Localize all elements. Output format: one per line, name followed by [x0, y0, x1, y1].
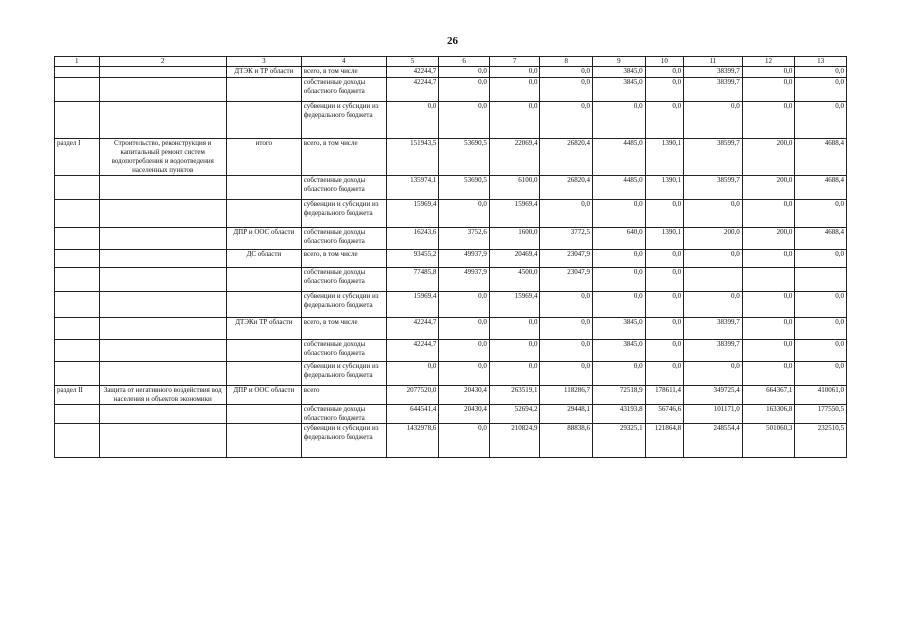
- value-cell: 38399,7: [684, 340, 743, 362]
- value-cell: 26820,4: [540, 139, 593, 176]
- value-cell: 200,0: [742, 176, 795, 200]
- value-cell: 4688,4: [795, 139, 847, 176]
- table-row: [55, 67, 847, 78]
- value-cell: 0,0: [386, 362, 439, 386]
- value-cell: 0,0: [795, 362, 847, 386]
- value-cell: 0,0: [593, 268, 646, 292]
- value-cell: 0,0: [742, 78, 795, 102]
- value-cell: 200,0: [742, 228, 795, 250]
- value-cell: 0,0: [742, 200, 795, 228]
- value-cell: 49937,9: [439, 250, 490, 268]
- value-cell: 4485,0: [593, 176, 646, 200]
- value-cell: 53690,5: [439, 176, 490, 200]
- executor-cell: [226, 268, 301, 292]
- value-cell: 0,0: [795, 340, 847, 362]
- value-cell: 15969,4: [386, 200, 439, 228]
- value-cell: 0,0: [795, 200, 847, 228]
- funding-source-cell: всего: [301, 386, 386, 405]
- value-cell: 3845,0: [593, 318, 646, 340]
- value-cell: 0,0: [742, 292, 795, 318]
- value-cell: 0,0: [593, 102, 646, 139]
- value-cell: 38599,7: [684, 139, 743, 176]
- section-title-cell: [99, 250, 226, 268]
- value-cell: 200,0: [684, 228, 743, 250]
- value-cell: 0,0: [645, 318, 683, 340]
- value-cell: 210824,9: [489, 424, 540, 458]
- value-cell: 118286,7: [540, 386, 593, 405]
- value-cell: 38399,7: [684, 67, 743, 78]
- section-cell: [55, 228, 100, 250]
- column-header: 7: [489, 57, 540, 67]
- value-cell: 232510,5: [795, 424, 847, 458]
- value-cell: 3752,6: [439, 228, 490, 250]
- value-cell: 0,0: [742, 318, 795, 340]
- value-cell: 77485,8: [386, 268, 439, 292]
- executor-cell: итого: [226, 139, 301, 176]
- value-cell: 0,0: [684, 200, 743, 228]
- value-cell: 6100,0: [489, 176, 540, 200]
- section-cell: [55, 340, 100, 362]
- funding-source-cell: собственные доходы областного бюджета: [301, 268, 386, 292]
- section-title-cell: [99, 424, 226, 458]
- value-cell: 0,0: [439, 292, 490, 318]
- value-cell: 0,0: [684, 102, 743, 139]
- section-cell: [55, 362, 100, 386]
- value-cell: 0,0: [439, 318, 490, 340]
- value-cell: 101171,0: [684, 405, 743, 424]
- value-cell: 3772,5: [540, 228, 593, 250]
- table-row: [55, 405, 847, 424]
- value-cell: 0,0: [795, 318, 847, 340]
- table-row: [55, 386, 847, 405]
- value-cell: 0,0: [645, 102, 683, 139]
- budget-table: [54, 56, 847, 458]
- value-cell: [742, 268, 795, 292]
- column-header: 11: [684, 57, 743, 67]
- value-cell: 29448,1: [540, 405, 593, 424]
- executor-cell: [226, 362, 301, 386]
- value-cell: 0,0: [645, 200, 683, 228]
- value-cell: 177550,5: [795, 405, 847, 424]
- value-cell: 4688,4: [795, 176, 847, 200]
- column-header: 10: [645, 57, 683, 67]
- funding-source-cell: собственные доходы областного бюджета: [301, 78, 386, 102]
- column-header: 3: [226, 57, 301, 67]
- section-cell: [55, 250, 100, 268]
- value-cell: 15969,4: [386, 292, 439, 318]
- value-cell: 151943,5: [386, 139, 439, 176]
- funding-source-cell: собственные доходы областного бюджета: [301, 405, 386, 424]
- value-cell: 0,0: [593, 292, 646, 318]
- value-cell: 42244,7: [386, 318, 439, 340]
- section-title-cell: [99, 268, 226, 292]
- funding-source-cell: субвенции и субсидии из федерального бюджета: [301, 200, 386, 228]
- column-header: 8: [540, 57, 593, 67]
- executor-cell: [226, 292, 301, 318]
- section-title-cell: Защита от негативного воздействия вод населения и объектов экономики: [99, 386, 226, 405]
- value-cell: 22069,4: [489, 139, 540, 176]
- value-cell: 640,0: [593, 228, 646, 250]
- table-row: [55, 292, 847, 318]
- table-row: [55, 362, 847, 386]
- value-cell: 3845,0: [593, 340, 646, 362]
- value-cell: 664367,1: [742, 386, 795, 405]
- section-title-cell: [99, 318, 226, 340]
- value-cell: 29325,1: [593, 424, 646, 458]
- value-cell: 349725,4: [684, 386, 743, 405]
- value-cell: 501060,3: [742, 424, 795, 458]
- value-cell: 263519,1: [489, 386, 540, 405]
- section-cell: [55, 268, 100, 292]
- value-cell: 0,0: [645, 78, 683, 102]
- table-body: [55, 67, 847, 458]
- value-cell: 121864,8: [645, 424, 683, 458]
- funding-source-cell: собственные доходы областного бюджета: [301, 228, 386, 250]
- funding-source-cell: всего, в том числе: [301, 250, 386, 268]
- value-cell: 53690,5: [439, 139, 490, 176]
- value-cell: 0,0: [540, 292, 593, 318]
- value-cell: 38399,7: [684, 318, 743, 340]
- value-cell: 0,0: [684, 250, 743, 268]
- value-cell: 38399,7: [684, 78, 743, 102]
- section-title-cell: [99, 102, 226, 139]
- value-cell: 1432978,6: [386, 424, 439, 458]
- table-row: [55, 78, 847, 102]
- value-cell: 23047,9: [540, 268, 593, 292]
- page-number: 26: [447, 35, 458, 47]
- value-cell: 4485,0: [593, 139, 646, 176]
- value-cell: 0,0: [439, 67, 490, 78]
- value-cell: 0,0: [540, 318, 593, 340]
- value-cell: 0,0: [795, 250, 847, 268]
- section-title-cell: [99, 228, 226, 250]
- value-cell: 0,0: [645, 250, 683, 268]
- value-cell: 0,0: [489, 67, 540, 78]
- value-cell: 43193,8: [593, 405, 646, 424]
- section-cell: [55, 405, 100, 424]
- value-cell: 49937,9: [439, 268, 490, 292]
- table-row: [55, 318, 847, 340]
- value-cell: 0,0: [540, 340, 593, 362]
- value-cell: 0,0: [645, 292, 683, 318]
- section-cell: [55, 67, 100, 78]
- value-cell: 0,0: [439, 424, 490, 458]
- value-cell: 52694,2: [489, 405, 540, 424]
- value-cell: 0,0: [795, 78, 847, 102]
- funding-source-cell: субвенции и субсидии из федерального бюджета: [301, 292, 386, 318]
- value-cell: 0,0: [439, 340, 490, 362]
- value-cell: 0,0: [489, 78, 540, 102]
- value-cell: 644541,4: [386, 405, 439, 424]
- value-cell: 0,0: [742, 250, 795, 268]
- value-cell: 23047,9: [540, 250, 593, 268]
- value-cell: 38599,7: [684, 176, 743, 200]
- value-cell: 42244,7: [386, 340, 439, 362]
- executor-cell: [226, 340, 301, 362]
- column-header: 5: [386, 57, 439, 67]
- value-cell: 15969,4: [489, 292, 540, 318]
- value-cell: 3845,0: [593, 67, 646, 78]
- table-row: [55, 424, 847, 458]
- executor-cell: ДПР и ООС области: [226, 228, 301, 250]
- section-cell: [55, 78, 100, 102]
- value-cell: 93455,2: [386, 250, 439, 268]
- section-cell: [55, 424, 100, 458]
- section-title-cell: [99, 340, 226, 362]
- value-cell: 0,0: [593, 200, 646, 228]
- column-header: 2: [99, 57, 226, 67]
- funding-source-cell: всего, в том числе: [301, 318, 386, 340]
- section-cell: [55, 102, 100, 139]
- value-cell: 1600,0: [489, 228, 540, 250]
- funding-source-cell: собственные доходы областного бюджета: [301, 340, 386, 362]
- executor-cell: ДПР и ООС области: [226, 386, 301, 405]
- value-cell: 0,0: [645, 362, 683, 386]
- value-cell: [795, 268, 847, 292]
- value-cell: 0,0: [795, 102, 847, 139]
- column-header: 13: [795, 57, 847, 67]
- value-cell: 20430,4: [439, 386, 490, 405]
- funding-source-cell: субвенции и субсидии из федерального бюджета: [301, 362, 386, 386]
- column-header: 6: [439, 57, 490, 67]
- value-cell: 0,0: [540, 67, 593, 78]
- table-row: [55, 250, 847, 268]
- value-cell: 20469,4: [489, 250, 540, 268]
- section-title-cell: [99, 67, 226, 78]
- section-title-cell: Строительство, реконструкция и капитальный ремонт систем водопотребления и водоотведения населенных пунктов: [99, 139, 226, 176]
- value-cell: 0,0: [795, 67, 847, 78]
- column-number-row: [55, 57, 847, 67]
- value-cell: 4688,4: [795, 228, 847, 250]
- column-header: 9: [593, 57, 646, 67]
- value-cell: 0,0: [489, 340, 540, 362]
- value-cell: 0,0: [540, 102, 593, 139]
- funding-source-cell: всего, в том числе: [301, 139, 386, 176]
- value-cell: 56746,6: [645, 405, 683, 424]
- value-cell: 88838,6: [540, 424, 593, 458]
- executor-cell: [226, 176, 301, 200]
- value-cell: 0,0: [742, 102, 795, 139]
- value-cell: 135974,1: [386, 176, 439, 200]
- value-cell: 15969,4: [489, 200, 540, 228]
- section-cell: раздел I: [55, 139, 100, 176]
- value-cell: 0,0: [684, 362, 743, 386]
- section-title-cell: [99, 292, 226, 318]
- value-cell: 1390,1: [645, 139, 683, 176]
- value-cell: 0,0: [540, 78, 593, 102]
- value-cell: 178611,4: [645, 386, 683, 405]
- value-cell: 1390,1: [645, 228, 683, 250]
- section-cell: [55, 318, 100, 340]
- value-cell: 0,0: [795, 292, 847, 318]
- value-cell: 0,0: [645, 268, 683, 292]
- table-row: [55, 139, 847, 176]
- value-cell: 0,0: [645, 340, 683, 362]
- value-cell: 20430,4: [439, 405, 490, 424]
- value-cell: 3845,0: [593, 78, 646, 102]
- value-cell: 0,0: [742, 340, 795, 362]
- table-row: [55, 268, 847, 292]
- section-title-cell: [99, 405, 226, 424]
- value-cell: 0,0: [489, 362, 540, 386]
- value-cell: 0,0: [489, 102, 540, 139]
- value-cell: 42244,7: [386, 78, 439, 102]
- value-cell: 72518,9: [593, 386, 646, 405]
- value-cell: 42244,7: [386, 67, 439, 78]
- value-cell: 200,0: [742, 139, 795, 176]
- value-cell: 0,0: [742, 67, 795, 78]
- value-cell: 0,0: [386, 102, 439, 139]
- executor-cell: [226, 405, 301, 424]
- value-cell: 0,0: [439, 362, 490, 386]
- section-title-cell: [99, 362, 226, 386]
- value-cell: 0,0: [439, 102, 490, 139]
- value-cell: 0,0: [593, 250, 646, 268]
- executor-cell: [226, 200, 301, 228]
- value-cell: 1390,1: [645, 176, 683, 200]
- value-cell: 0,0: [742, 362, 795, 386]
- value-cell: 248554,4: [684, 424, 743, 458]
- column-header: 12: [742, 57, 795, 67]
- value-cell: 0,0: [540, 200, 593, 228]
- column-header: 1: [55, 57, 100, 67]
- executor-cell: [226, 102, 301, 139]
- table-row: [55, 228, 847, 250]
- funding-source-cell: всего, в том числе: [301, 67, 386, 78]
- value-cell: 26820,4: [540, 176, 593, 200]
- value-cell: [684, 268, 743, 292]
- value-cell: 0,0: [540, 362, 593, 386]
- value-cell: 0,0: [489, 318, 540, 340]
- executor-cell: ДС области: [226, 250, 301, 268]
- column-header: 4: [301, 57, 386, 67]
- value-cell: 410061,0: [795, 386, 847, 405]
- table-row: [55, 200, 847, 228]
- section-cell: [55, 176, 100, 200]
- executor-cell: [226, 424, 301, 458]
- table-row: [55, 340, 847, 362]
- value-cell: 0,0: [439, 78, 490, 102]
- value-cell: 2077520,0: [386, 386, 439, 405]
- table-row: [55, 102, 847, 139]
- section-title-cell: [99, 200, 226, 228]
- section-cell: раздел II: [55, 386, 100, 405]
- value-cell: 0,0: [593, 362, 646, 386]
- section-cell: [55, 200, 100, 228]
- value-cell: 0,0: [684, 292, 743, 318]
- value-cell: 0,0: [439, 200, 490, 228]
- funding-source-cell: субвенции и субсидии из федерального бюджета: [301, 102, 386, 139]
- value-cell: 0,0: [645, 67, 683, 78]
- value-cell: 163306,8: [742, 405, 795, 424]
- table-row: [55, 176, 847, 200]
- executor-cell: ДТЭКи ТР области: [226, 318, 301, 340]
- executor-cell: ДТЭК и ТР области: [226, 67, 301, 78]
- section-title-cell: [99, 78, 226, 102]
- section-cell: [55, 292, 100, 318]
- funding-source-cell: собственные доходы областного бюджета: [301, 176, 386, 200]
- executor-cell: [226, 78, 301, 102]
- value-cell: 16243,6: [386, 228, 439, 250]
- section-title-cell: [99, 176, 226, 200]
- funding-source-cell: субвенции и субсидии из федерального бюджета: [301, 424, 386, 458]
- value-cell: 4500,0: [489, 268, 540, 292]
